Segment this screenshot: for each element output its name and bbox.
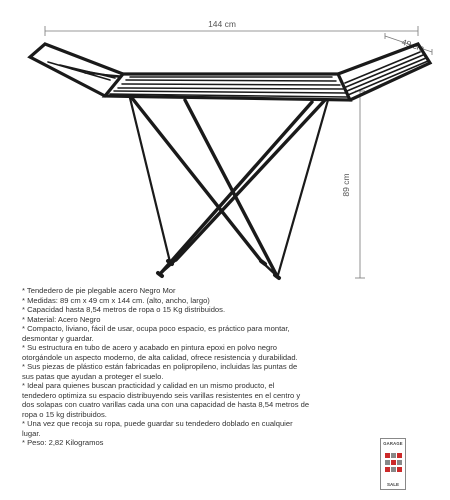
spec-line: ropa o 15 kg distribuidos. <box>22 409 107 419</box>
spec-line: * Tendedero de pie plegable acero Negro Mor <box>22 286 176 295</box>
spec-line: * Capacidad hasta 8,54 metros de ropa o 15 Kg distribuidos. <box>22 305 226 314</box>
brand-logo <box>380 438 406 490</box>
logo-square <box>385 460 390 465</box>
logo-square <box>397 460 402 465</box>
spec-line: dos solapas con cuatro varillas cada una con una capacidad de hasta 8,54 metros de <box>22 400 310 409</box>
legs <box>130 98 328 276</box>
spec-line: * Medidas: 89 cm x 49 cm x 144 cm. (alto, ancho, largo) <box>22 295 210 305</box>
logo-square <box>397 467 402 472</box>
logo-grid <box>385 453 401 479</box>
height-label: 89 cm <box>341 173 351 197</box>
logo-square <box>385 453 390 458</box>
logo-top-text: GARAGE <box>383 441 403 446</box>
right-wing <box>338 44 430 100</box>
logo-square <box>391 467 396 472</box>
logo-square <box>397 453 402 458</box>
spec-line: * Peso: 2,82 Kilogramos <box>22 438 104 447</box>
spec-line: tendedero optimiza su espacio distribuyendo seis varillas resistentes en el centro y <box>22 390 301 400</box>
spec-line: * Material: Acero Negro <box>22 314 101 324</box>
length-label: 144 cm <box>208 19 236 29</box>
depth-label: 49 cm <box>400 36 426 54</box>
feet <box>158 261 279 278</box>
spec-line: otorgándole un aspecto moderno, de alta calidad, ofrece resistencia y durabilidad. <box>22 352 298 362</box>
logo-bottom-text: SALE <box>386 482 399 487</box>
spec-line: * Ideal para quienes buscan practicidad y calidad en un mismo producto, el <box>22 381 275 390</box>
center-frame <box>105 74 350 100</box>
spec-line: * Una vez que recoja su ropa, puede guardar su tendedero doblado en cualquier <box>22 419 293 428</box>
spec-line: * Sus piezas de plástico están fabricadas en polipropileno, incluidas las puntas de <box>22 362 298 371</box>
spec-line: * Su estructura en tubo de acero y acabado en pintura epoxi en polvo negro <box>22 343 277 352</box>
spec-line: sus patas que ayudan a proteger el suelo. <box>22 371 164 381</box>
spec-line: desmontar y guardar. <box>22 333 94 343</box>
dimension-lines <box>45 26 432 278</box>
logo-square <box>385 467 390 472</box>
spec-line: * Compacto, liviano, fácil de usar, ocupa poco espacio, es práctico para montar, <box>22 324 290 333</box>
left-wing <box>30 44 123 96</box>
rack-frame <box>30 44 430 278</box>
spec-line: lugar. <box>22 428 41 438</box>
product-specs-list <box>22 286 382 448</box>
logo-square <box>391 453 396 458</box>
logo-square <box>391 460 396 465</box>
